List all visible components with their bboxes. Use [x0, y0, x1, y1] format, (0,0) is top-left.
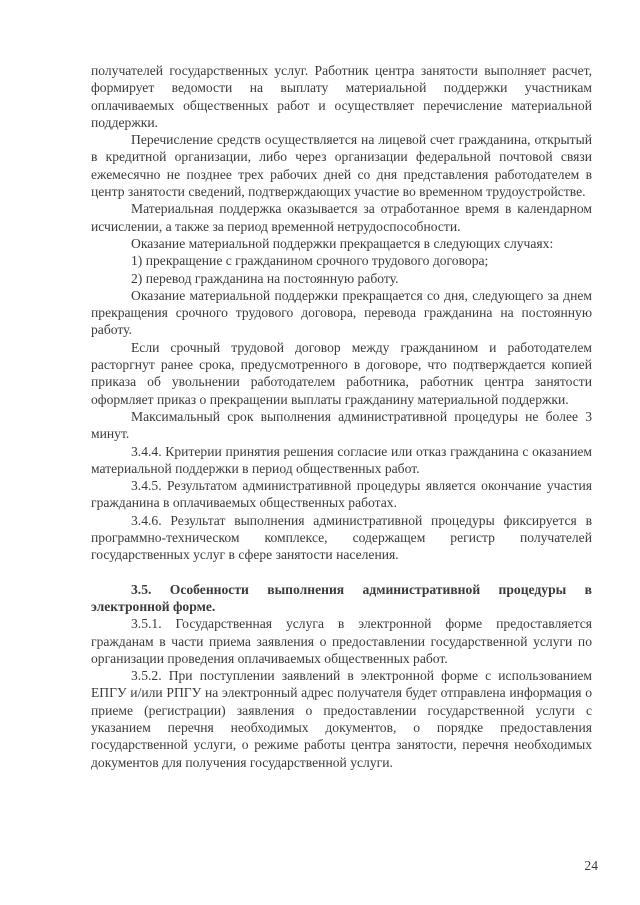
list-item-1: 1) прекращение с гражданином срочного трудового договора; [131, 253, 489, 269]
section-spacer [91, 564, 592, 581]
paragraph-4: Оказание материальной поддержки прекращается в следующих случаях: [131, 235, 554, 251]
paragraph-3: Материальная поддержка оказывается за отработанное время в календарном исчислении, а также за период временной нетрудоспособности. [91, 201, 592, 234]
clause-3-4-5: 3.4.5. Результатом административной процедуры является окончание участия гражданина в оплачиваемых общественных работах. [91, 478, 592, 511]
paragraph-7: Максимальный срок выполнения административной процедуры не более 3 минут. [91, 408, 592, 442]
clause-3-4-6: 3.4.6. Результат выполнения административной процедуры фиксируется в программно-техническом комплексе, содержащем регистр получателей государственных услуг в сфере занятости населения. [91, 512, 592, 563]
list-item-2: 2) перевод гражданина на постоянную работу. [131, 270, 399, 286]
paragraph-1: получателей государственных услуг. Работник центра занятости выполняет расчет, формирует ведомости на выплату материальной поддержки участникам оплачиваемых общественных работ и осуществляет перечисление материальной поддержки. [91, 63, 592, 130]
paragraph-5: Оказание материальной поддержки прекращается со дня, следующего за днем прекращения срочного трудового договора, перевода гражданина на постоянную работу. [91, 287, 592, 338]
paragraph-2: Перечисление средств осуществляется на лицевой счет гражданина, открытый в кредитной организации, либо через организации федеральной почтовой связи ежемесячно не позднее трех рабочих дней со дня представления работодателем в центр занятости сведений, подтверждающих участие во временном трудоустройстве. [91, 132, 592, 200]
clause-3-4-4: 3.4.4. Критерии принятия решения согласие или отказ гражданина с оказанием материальной поддержки в период общественных работ. [91, 443, 592, 476]
clause-3-5-1: 3.5.1. Государственная услуга в электронной форме предоставляется гражданам в части приема заявления о предоставлении государственной услуги по организации проведения оплачиваемых общественных работ. [91, 616, 592, 666]
page-number: 24 [584, 858, 598, 873]
clause-3-5-2: 3.5.2. При поступлении заявлений в электронной форме с использованием ЕПГУ и/или РПГУ на электронный адрес получателя будет отправлена информация о приеме (регистрации) заявления о предоставлении государственной услуги с указанием перечня необходимых документов, о порядке предоставления государственной услуги, о режиме работы центра занятости, перечня необходимых документов для получения государственной услуги. [91, 668, 592, 770]
page-body [91, 62, 592, 771]
section-heading-3-5: 3.5. Особенности выполнения административной процедуры в электронной форме. [91, 581, 592, 614]
paragraph-6: Если срочный трудовой договор между гражданином и работодателем расторгнут ранее срока, предусмотренного в договоре, что подтверждается копией приказа об увольнении работодателем работника, работник центра занятости оформляет приказ о прекращении выплаты гражданину материальной поддержки. [91, 339, 592, 407]
